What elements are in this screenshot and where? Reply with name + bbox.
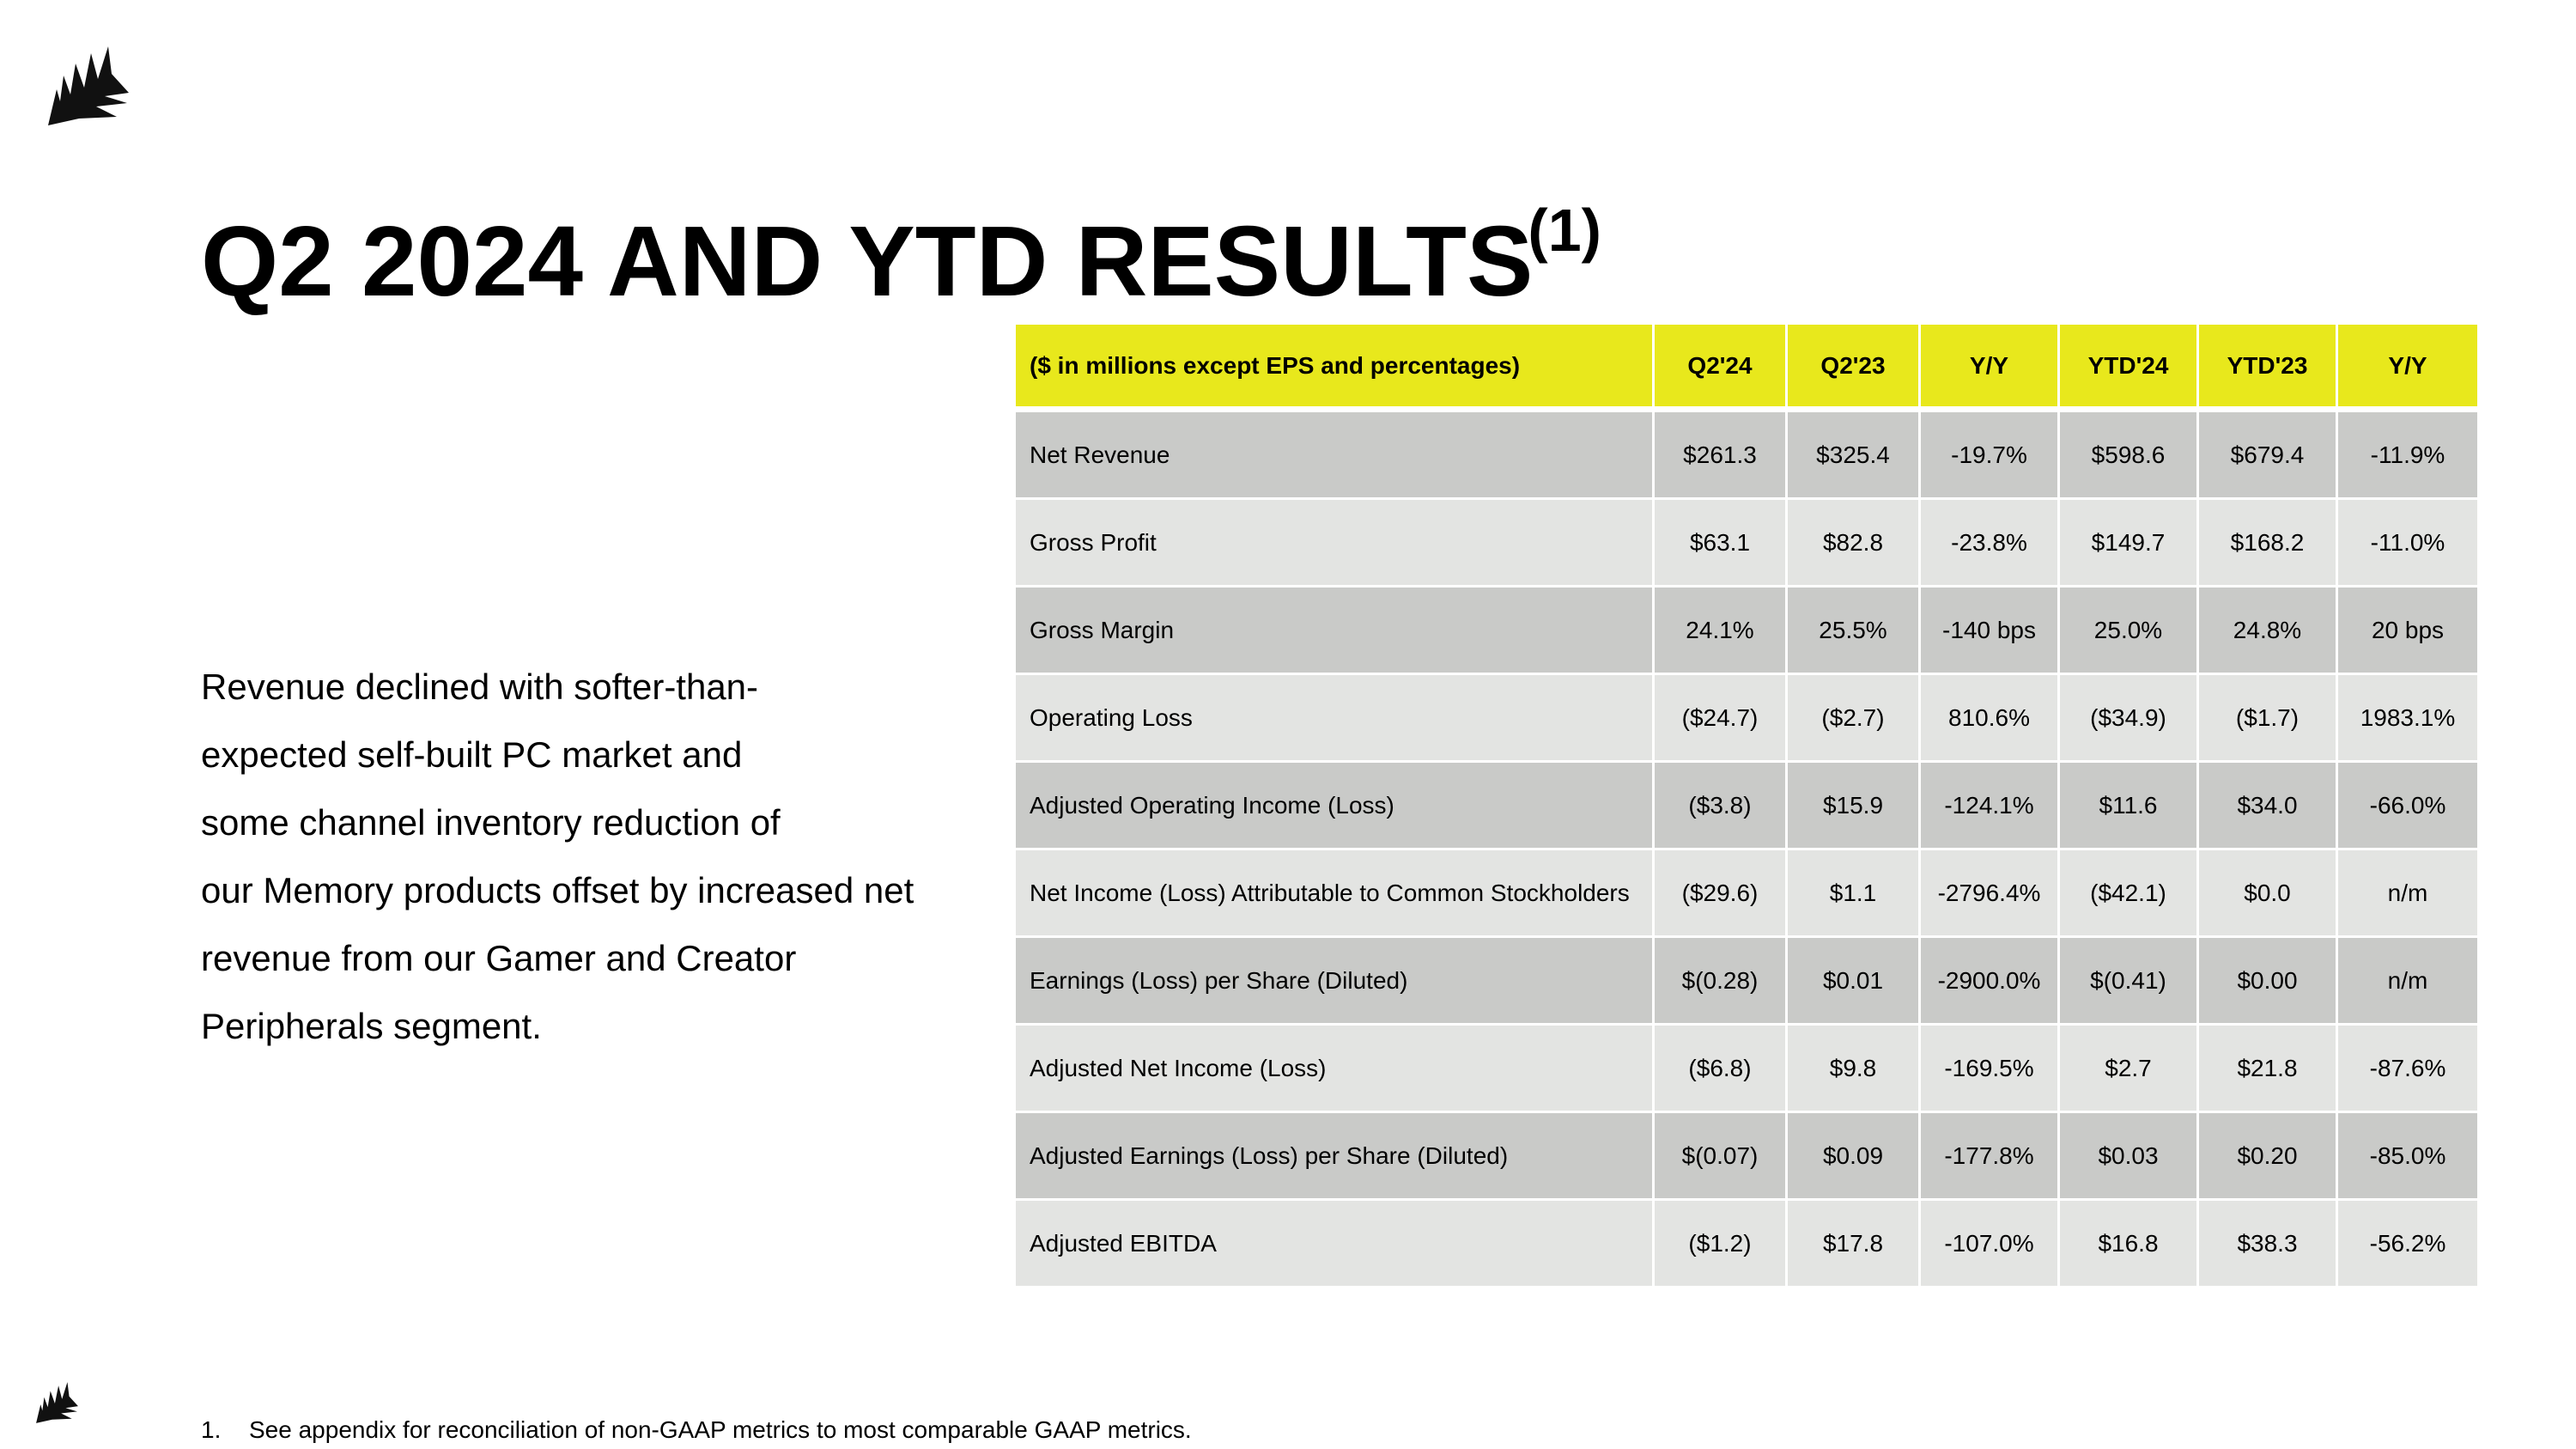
results-table	[1016, 325, 2477, 1288]
table-row	[1016, 675, 2477, 763]
table-cell: $82.8	[1788, 500, 1921, 588]
column-header: Q2'23	[1788, 325, 1921, 412]
table-cell: 24.1%	[1655, 588, 1788, 675]
column-header: Y/Y	[2338, 325, 2477, 412]
table-cell: $(0.28)	[1655, 938, 1788, 1026]
table-cell: -107.0%	[1921, 1201, 2060, 1288]
table-cell: 20 bps	[2338, 588, 2477, 675]
table-row	[1016, 763, 2477, 850]
table-cell: 1983.1%	[2338, 675, 2477, 763]
row-label: Gross Margin	[1016, 588, 1655, 675]
table-cell: $679.4	[2199, 412, 2338, 500]
row-label: Adjusted Operating Income (Loss)	[1016, 763, 1655, 850]
row-label: Operating Loss	[1016, 675, 1655, 763]
table-cell: $2.7	[2060, 1026, 2199, 1113]
table-cell: $0.0	[2199, 850, 2338, 938]
table-cell: $9.8	[1788, 1026, 1921, 1113]
table-cell: ($3.8)	[1655, 763, 1788, 850]
table-cell: ($6.8)	[1655, 1026, 1788, 1113]
table-cell: $0.01	[1788, 938, 1921, 1026]
table-cell: -23.8%	[1921, 500, 2060, 588]
table-cell: $325.4	[1788, 412, 1921, 500]
table-cell: $1.1	[1788, 850, 1921, 938]
table-cell: -66.0%	[2338, 763, 2477, 850]
table-cell: $(0.41)	[2060, 938, 2199, 1026]
table-row	[1016, 1026, 2477, 1113]
table-cell: 24.8%	[2199, 588, 2338, 675]
table-cell: $0.20	[2199, 1113, 2338, 1201]
table-cell: -169.5%	[1921, 1026, 2060, 1113]
table-cell: -87.6%	[2338, 1026, 2477, 1113]
corsair-sails-logo-icon	[34, 1381, 79, 1424]
table-cell: -19.7%	[1921, 412, 2060, 500]
table-cell: $21.8	[2199, 1026, 2338, 1113]
table-cell: 25.5%	[1788, 588, 1921, 675]
column-header-metric: ($ in millions except EPS and percentages)	[1016, 325, 1655, 412]
table-cell: ($29.6)	[1655, 850, 1788, 938]
footnote	[201, 1416, 1192, 1445]
column-header: Q2'24	[1655, 325, 1788, 412]
table-cell: n/m	[2338, 938, 2477, 1026]
table-cell: ($1.2)	[1655, 1201, 1788, 1288]
title-text: Q2 2024 AND YTD RESULTS	[201, 205, 1534, 317]
column-header: YTD'23	[2199, 325, 2338, 412]
table-cell: -11.9%	[2338, 412, 2477, 500]
table-row	[1016, 500, 2477, 588]
table-cell: 25.0%	[2060, 588, 2199, 675]
table-cell: n/m	[2338, 850, 2477, 938]
table-cell: $17.8	[1788, 1201, 1921, 1288]
table-cell: -2900.0%	[1921, 938, 2060, 1026]
footnote-text: See appendix for reconciliation of non-GAAP metrics to most comparable GAAP metrics.	[249, 1416, 1192, 1443]
table-row	[1016, 1201, 2477, 1288]
page-title	[201, 170, 1601, 321]
table-cell: $598.6	[2060, 412, 2199, 500]
table-row	[1016, 1113, 2477, 1201]
table-cell: $63.1	[1655, 500, 1788, 588]
table-cell: $0.03	[2060, 1113, 2199, 1201]
table-cell: $38.3	[2199, 1201, 2338, 1288]
column-header: Y/Y	[1921, 325, 2060, 412]
table-cell: $149.7	[2060, 500, 2199, 588]
table-cell: -85.0%	[2338, 1113, 2477, 1201]
row-label: Net Revenue	[1016, 412, 1655, 500]
table-cell: ($34.9)	[2060, 675, 2199, 763]
table-cell: ($1.7)	[2199, 675, 2338, 763]
row-label: Earnings (Loss) per Share (Diluted)	[1016, 938, 1655, 1026]
table-cell: $261.3	[1655, 412, 1788, 500]
table-cell: $11.6	[2060, 763, 2199, 850]
table-row	[1016, 412, 2477, 500]
table-cell: ($42.1)	[2060, 850, 2199, 938]
table-cell: -2796.4%	[1921, 850, 2060, 938]
table-cell: $16.8	[2060, 1201, 2199, 1288]
footnote-number: 1.	[201, 1416, 222, 1443]
table-cell: ($2.7)	[1788, 675, 1921, 763]
row-label: Gross Profit	[1016, 500, 1655, 588]
table-cell: $168.2	[2199, 500, 2338, 588]
table-cell: $(0.07)	[1655, 1113, 1788, 1201]
table-cell: ($24.7)	[1655, 675, 1788, 763]
table-header-row	[1016, 325, 2477, 412]
table-body	[1016, 412, 2477, 1288]
row-label: Adjusted Earnings (Loss) per Share (Diluted)	[1016, 1113, 1655, 1201]
table-row	[1016, 938, 2477, 1026]
table-cell: 810.6%	[1921, 675, 2060, 763]
row-label: Adjusted EBITDA	[1016, 1201, 1655, 1288]
table-cell: $0.09	[1788, 1113, 1921, 1201]
title-footnote-marker: (1)	[1528, 197, 1601, 264]
table-cell: -140 bps	[1921, 588, 2060, 675]
row-label: Net Income (Loss) Attributable to Common Stockholders	[1016, 850, 1655, 938]
table-row	[1016, 588, 2477, 675]
summary-text: Revenue declined with softer-than- expected self-built PC market and some channel inventory reduction of our Memory products offset by increased net revenue from our Gamer and Creator Peripherals segment.	[201, 667, 914, 1046]
corsair-sails-logo-icon	[45, 45, 131, 127]
table-cell: -11.0%	[2338, 500, 2477, 588]
table-row	[1016, 850, 2477, 938]
table-cell: $34.0	[2199, 763, 2338, 850]
table-cell: -177.8%	[1921, 1113, 2060, 1201]
row-label: Adjusted Net Income (Loss)	[1016, 1026, 1655, 1113]
table-cell: $15.9	[1788, 763, 1921, 850]
column-header: YTD'24	[2060, 325, 2199, 412]
table-cell: $0.00	[2199, 938, 2338, 1026]
table-cell: -124.1%	[1921, 763, 2060, 850]
table-cell: -56.2%	[2338, 1201, 2477, 1288]
